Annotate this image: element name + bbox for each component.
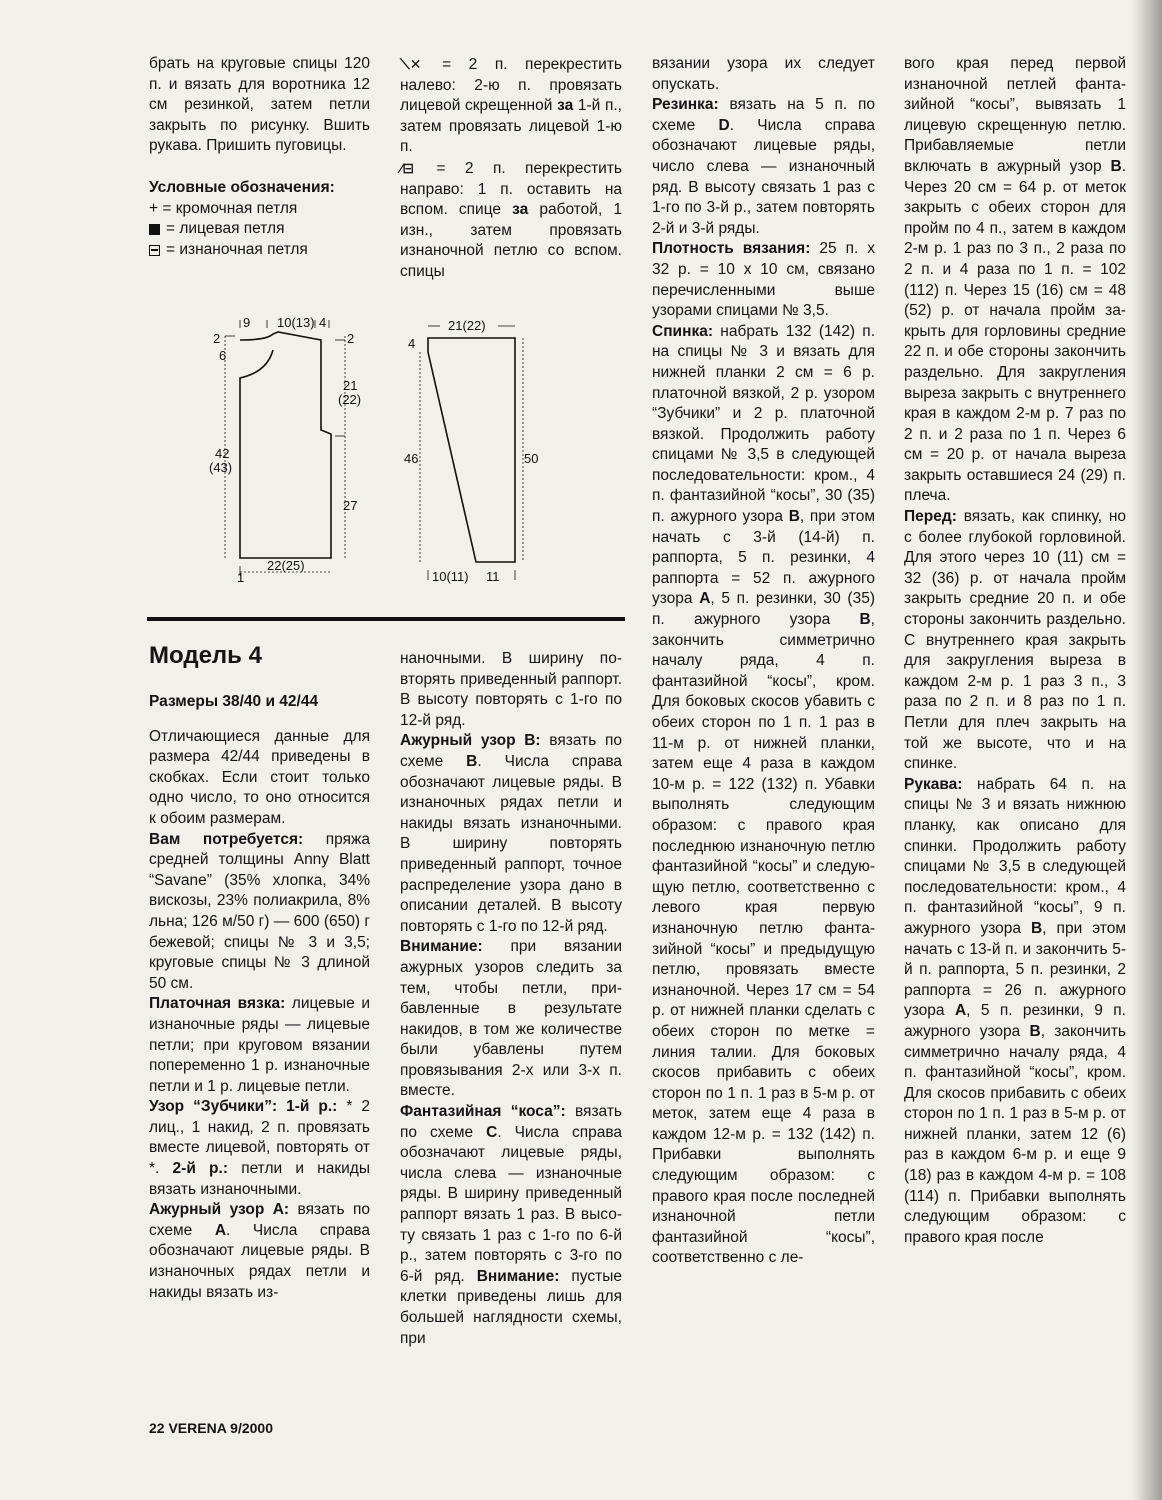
dim-bottom-11: 11 <box>486 569 500 584</box>
page-edge-shadow <box>1132 0 1162 1500</box>
paragraph-picot: Узор “Зубчики”: 1-й р.: * 2 лиц., 1 накид, 2 п. провязать вместе лицевой, повторять от *. 2-й р.: петли и накиды вязать изнаночными. <box>149 1098 370 1198</box>
dim-left-6: 6 <box>219 348 227 363</box>
sizes-heading: Размеры 38/40 и 42/44 <box>149 693 319 710</box>
paragraph-materials: Вам потребуется: пряжа средней толщины Anny Blatt “Savane” (35% хлопка, 34% вискозы, 23% полиакрила, 8% льна; 126 м/50 г) — 600 (650) г бежевой; спицы № 3 и 3,5; круговые спицы № 3 длиной 50 см. <box>149 830 370 992</box>
paragraph-cable: Фантазийная “коса”: вязать по схеме С. Числа справа обозначают лицевые ряды, числа слева — изнаночные ряды. В ширину приведенный раппорт вязать 1 раз. В высоту связать 1 раз с 1-го по 6-й р., затем повторять с 3-го по 6-й ряд. Внимание: пустые клетки приведены лишь для большей наглядности схемы, при <box>400 1103 623 1347</box>
dim-right-22: (22) <box>338 392 362 407</box>
legend-item-purl: = изнаночная петля <box>149 240 370 261</box>
dim-right-27: 27 <box>343 498 358 513</box>
section-divider <box>147 617 625 621</box>
paragraph-back: Спинка: набрать 132 (142) п. на спицы № 3 и вязать для нижней планки 2 см = 6 р. платочной вязкой, 2 р. узором “Зубчики” и 2 р. платочной вязкой. Продолжить работу спицами № 3,5 в следующей последовательности: кром., 4 п. фантазийной “косы”, 30 (35) п. ажурного узора В, при этом начать с 3-й (14-й) п. раппорта, 5 п. резинки, 4 раппорта = 52 п. ажурного узора А, 5 п. резинки, 30 (35) п. ажурного узора В, закончить симметрично началу ряда, 4 п. фантазийной “косы”, кром. Для боковых скосов убавить с обеих сторон по 1 п. 1 раз в 11-м р. от нижней планки, затем еще 4 раза в каждом 10-м р. = 122 (132) п. Убавки выполнять следующим образом: с правого края последнюю изнаночную петлю фантазийной “косы” и следующую петлю, соответственно с левого края первую изнаночную петлю фантазийной “косы” и предыдущую петлю, провязать вместе изнаночной. Через 17 см = 54 р. от нижней планки сделать с обеих сторон по метке = линия талии. Для боковых скосов прибавить с обеих сторон по 1 п. 1 раз в 5-м р. от меток, затем еще 4 раза в каждом 12-м р. = 132 (142) п. Прибавки выполнять следующим образом: с правого края после последней изнаночной петли фантазийной “косы”, соответственно с ле- <box>652 322 875 1267</box>
dim-left-46: 46 <box>404 451 419 466</box>
column-2-bottom <box>400 649 622 1349</box>
paragraph: брать на круговые спицы 120 п. и вязать для воротника 12 см резинкой, затем петли закрыть по рисунку. Вшить рукава. Пришить пуговицы. <box>149 55 370 155</box>
pattern-diagram-body <box>205 310 365 590</box>
dim-left-4: 4 <box>408 336 416 351</box>
dim-top-21: 21(22) <box>448 318 486 333</box>
paragraph-lace-a: Ажурный узор А: вязать по схеме А. Числа справа обозначают лицевые ряды. В изнаночных рядах петли и накиды вязать из- <box>149 1201 370 1301</box>
column-1-top <box>149 54 370 260</box>
legend-item-edge: + = кромочная петля <box>149 199 298 217</box>
paragraph-rib: Резинка: вязать на 5 п. по схеме D. Числа справа обозначают лицевые ряды, число слева — изнаночный ряд. В высоту связать 1 раз с 1-го по 3-й р., затем повторять 2-й и 3-й ряды. <box>652 96 875 237</box>
paragraph: Отличающиеся данные для размера 42/44 приведены в скобках. Если стоит только одно число, то оно относится к обоим размерам. <box>149 727 370 827</box>
paragraph: наночными. В ширину повторять приведенный раппорт. В высоту повторять с 1-го по 12-й ряд. <box>400 650 622 729</box>
paragraph-gauge: Плотность вязания: 25 п. х 32 р. = 10 х 10 см, связано перечисленными выше узорами спицами № 3,5. <box>652 240 876 320</box>
dim-left-43: (43) <box>209 460 233 475</box>
minus-square-icon <box>149 245 160 256</box>
cross-left-symbol-icon: ⟍✕ <box>400 56 422 72</box>
dim-bottom-10: 10(11) <box>432 569 469 584</box>
symbol-cross-left: ⟍✕ = 2 п. перекрестить налево: 2-ю п. провязать лицевой скрещенной за 1-й п., затем провязать лицевой 1-ю п. <box>400 56 623 156</box>
dim-top-4: 4 <box>319 315 327 330</box>
dim-bottom-22: 22(25) <box>267 558 305 573</box>
dim-left-42: 42 <box>215 446 230 461</box>
dim-left-2: 2 <box>213 331 221 346</box>
filled-square-icon <box>149 224 160 235</box>
dim-bottom-1: 1 <box>237 570 245 585</box>
paragraph: вого края перед первой изнаночной петлей фантазийной “косы”, вывязать 1 лицевую скрещенную петлю. Прибавляемые петли включать в ажурный узор В. Через 20 см = 64 р. от меток закрыть с обеих сторон для пройм по 4 п., затем в каждом 2-м р. 1 раз по 3 п., 2 раза по 2 п. и 4 раза по 1 п. = 102 (112) п. Через 15 (16) см = 48 (52) р. от начала пройм закрыть для горловины средние 22 п. и обе стороны закончить раздельно. Для закругления выреза закрыть с внутреннего края в каждом 2-м р. 7 раз по 2 п. и 2 раза по 1 п. Через 6 см = 20 р. от начала выреза закрыть оставшиеся 24 (29) п. плеча. <box>904 55 1126 505</box>
column-1-bottom <box>149 692 370 1303</box>
symbol-cross-right: ⁄⊟ = 2 п. перекрестить направо: 1 п. оставить на вспом. спице за работой, 1 изн., затем провязать изнаночной петлю со вспом. спицы <box>400 159 623 280</box>
pattern-diagram-sleeve <box>400 314 539 586</box>
dim-top-10: 10(13) <box>277 315 315 330</box>
column-2-top <box>400 54 622 283</box>
paragraph-lace-b: Ажурный узор В: вязать по схеме В. Числа справа обозначают лицевые ряды. В изнаночных рядах петли и накиды вязать изнаночными. В ширину повторять приведенный раппорт, точное распределение узора дано в описании деталей. В высоту повторять с 1-го по 12-й ряд. <box>400 732 623 935</box>
paragraph-front: Перед: вязать, как спинку, но с более глубокой горловиной. Для этого через 10 (11) см = 32 (36) р. от начала пройм закрыть средние 20 п. и обе стороны закончить раздельно. С внутреннего края закрыть для закругления выреза в каждом 2-м р. 1 раз 3 п., 3 раза по 2 п. и 8 раз по 1 п. Петли для плеч закрыть на той же высоте, что и на спинке. <box>904 508 1126 773</box>
dim-right-21: 21 <box>343 378 358 393</box>
dim-right-50: 50 <box>524 451 539 466</box>
legend-item-knit: = лицевая петля <box>149 219 370 240</box>
paragraph-garter: Платочная вязка: лицевые и изнаночные ряды — лицевые петли; при круговом вязании попеременно 1 р. изнаночные петли и 1 р. лицевые петли. <box>149 995 370 1095</box>
dim-top-9: 9 <box>243 315 251 330</box>
model-title: Модель 4 <box>149 642 262 669</box>
paragraph-attention: Внимание: при вязании ажурных узоров следить за тем, чтобы петли, прибавленные в результате накидов, в том же количестве были убавлены путем провязывания 2-х или 3-х п. вместе. <box>400 938 622 1100</box>
column-4 <box>904 54 1126 1248</box>
legend-title: Условные обозначения: <box>149 178 335 196</box>
page-footer: 22 VERENA 9/2000 <box>149 1420 273 1436</box>
cross-right-symbol-icon: ⁄⊟ <box>400 159 415 176</box>
column-3 <box>652 54 875 1269</box>
paragraph-sleeves: Рукава: набрать 64 п. на спицы № 3 и вязать нижнюю планку, как описано для спинки. Продолжить работу спицами № 3,5 в следующей последовательности: кром., 4 п. фантазийной “косы”, 9 п. ажурного узора В, при этом начать с 13-й п. и закончить 5-й п. раппорта, 5 п. резинки, 2 раппорта = 26 п. ажурного узора А, 5 п. резинки, 9 п. ажурного узора В, закончить симметрично началу ряда, 4 п. фантазийной “косы”, кром. Для скосов прибaвить с обеих сторон по 1 п. 1 раз в 5-м р. от нижней планки, затем 12 (6) раз в каждом 6-м р. и еще 9 (18) раз в каждом 4-м р. = 108 (114) п. Прибавки выполнять следующим образом: с правого края после <box>904 775 1127 1246</box>
dim-right-2: 2 <box>347 331 355 346</box>
paragraph: вязании узора их следует опускать. <box>652 55 875 93</box>
